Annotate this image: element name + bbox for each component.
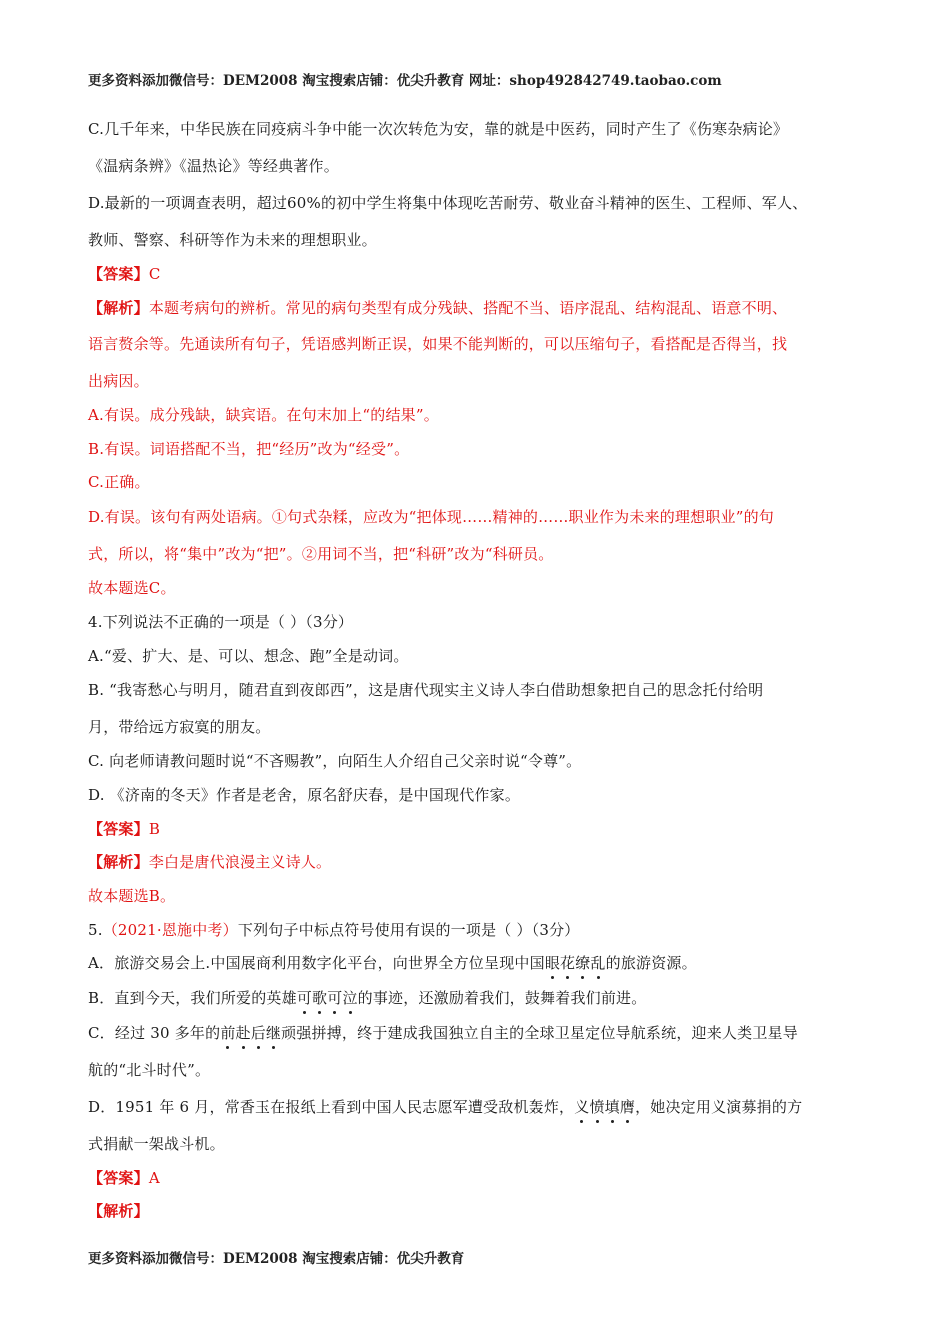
q5-answer — [88, 1168, 160, 1188]
emphasis-char: 可 — [327, 989, 343, 1007]
answer-value: B — [148, 820, 161, 838]
q4-analysis — [88, 852, 331, 872]
emphasis-char: 填 — [604, 1098, 620, 1116]
dotted-phrase — [545, 954, 606, 972]
answer-tag: 【答案】 — [88, 1169, 149, 1187]
q3-analysis-d-line2: 式，所以，将“集中”改为“把”。②用词不当，把“科研”改为“科研员。 — [88, 545, 554, 563]
emphasis-char: 眼 — [544, 954, 561, 972]
emphasis-char: 花 — [560, 954, 576, 972]
q3-option-d-line1: D.最新的一项调查表明，超过60%的初中学生将集中体现吃苦耐劳、敬业奋斗精神的医生、工程师、军人、 — [88, 194, 808, 212]
question-source: （2021·恩施中考） — [102, 921, 238, 939]
q4-option-b-line1: B. “我寄愁心与明月，随君直到夜郎西”，这是唐代现实主义诗人李白借助想象把自己的思念托付给明 — [88, 681, 764, 699]
option-text: A．旅游交易会上.中国展商利用数字化平台，向世界全方位呈现中国 — [88, 954, 545, 972]
emphasis-char: 可 — [296, 989, 313, 1007]
q3-option-d-line2: 教师、警察、科研等作为未来的理想职业。 — [88, 231, 377, 249]
analysis-text: 本题考病句的辨析。常见的病句类型有成分残缺、搭配不当、语序混乱、结构混乱、语意不明、 — [148, 299, 788, 317]
q3-analysis-d-line1: D.有误。该句有两处语病。①句式杂糅，应改为“把体现……精神的……职业作为未来的理想职业”的句 — [88, 508, 775, 526]
emphasis-char: 乱 — [590, 954, 606, 972]
option-text: 的旅游资源。 — [605, 954, 697, 972]
q5-option-b — [88, 988, 646, 1008]
q5-option-a — [88, 953, 697, 973]
page-footer: 更多资料添加微信号：DEM2008 淘宝搜索店铺：优尖升教育 — [88, 1251, 465, 1267]
emphasis-char: 膺 — [619, 1098, 636, 1116]
q5-option-d-line2: 式捐献一架战斗机。 — [88, 1135, 225, 1153]
option-text: D．1951 年 6 月，常香玉在报纸上看到中国人民志愿军遭受敌机轰炸， — [88, 1098, 575, 1116]
emphasis-char: 前 — [220, 1024, 236, 1042]
q3-option-c-line1: C.几千年来，中华民族在同疫病斗争中能一次次转危为安，靠的就是中医药，同时产生了《伤寒杂病论》 — [88, 120, 789, 138]
q4-conclusion: 故本题选B。 — [88, 887, 176, 905]
q3-analysis-a: A.有误。成分残缺，缺宾语。在句末加上“的结果”。 — [88, 406, 439, 424]
q4-option-c: C. 向老师请教问题时说“不吝赐教”，向陌生人介绍自己父亲时说“令尊”。 — [88, 752, 582, 770]
analysis-text: 李白是唐代浪漫主义诗人。 — [148, 853, 332, 871]
question-number: 5. — [88, 921, 103, 939]
q5-analysis — [88, 1201, 149, 1221]
q4-stem: 4.下列说法不正确的一项是（ ）（3分） — [88, 613, 354, 631]
option-text: B．直到今天，我们所爱的英雄 — [88, 989, 297, 1007]
q3-analysis-line2: 语言赘余等。先通读所有句子，凭语感判断正误，如果不能判断的，可以压缩句子，看搭配是否得当，找 — [88, 335, 788, 353]
q3-analysis-b: B.有误。词语搭配不当，把“经历”改为“经受”。 — [88, 440, 410, 458]
emphasis-char: 赴 — [235, 1024, 251, 1042]
answer-value: C — [148, 265, 161, 283]
analysis-tag: 【解析】 — [88, 853, 149, 871]
q3-option-c-line2: 《温病条辨》《温热论》等经典著作。 — [88, 157, 339, 175]
q3-analysis-line1 — [88, 298, 787, 318]
page-header: 更多资料添加微信号：DEM2008 淘宝搜索店铺：优尖升教育 网址：shop492842749.taobao.com — [88, 73, 722, 89]
dotted-phrase — [220, 1024, 281, 1042]
option-text: C．经过 30 多年的 — [88, 1024, 221, 1042]
emphasis-char: 继 — [265, 1024, 282, 1042]
emphasis-char: 后 — [250, 1024, 266, 1042]
emphasis-char: 泣 — [342, 989, 358, 1007]
answer-tag: 【答案】 — [88, 820, 149, 838]
dotted-phrase — [297, 989, 358, 1007]
q3-answer — [88, 264, 161, 284]
q4-option-a: A.“爱、扩大、是、可以、想念、跑”全是动词。 — [88, 647, 409, 665]
answer-tag: 【答案】 — [88, 265, 149, 283]
option-text: 顽强拼搏，终于建成我国独立自主的全球卫星定位导航系统，迎来人类卫星导 — [281, 1024, 798, 1042]
q3-analysis-c: C.正确。 — [88, 473, 150, 491]
emphasis-char: 歌 — [312, 989, 328, 1007]
q4-option-d: D. 《济南的冬天》作者是老舍，原名舒庆春，是中国现代作家。 — [88, 786, 521, 804]
question-text: 下列句子中标点符号使用有误的一项是（ ）（3分） — [237, 921, 580, 939]
option-text: 的事迹，还激励着我们，鼓舞着我们前进。 — [357, 989, 647, 1007]
q5-option-d-line1 — [88, 1097, 802, 1117]
q3-conclusion: 故本题选C。 — [88, 579, 176, 597]
q3-analysis-line3: 出病因。 — [88, 372, 149, 390]
emphasis-char: 缭 — [575, 954, 591, 972]
answer-value: A — [148, 1169, 160, 1187]
q4-option-b-line2: 月，带给远方寂寞的朋友。 — [88, 718, 271, 736]
q5-option-c-line1 — [88, 1023, 798, 1043]
q4-answer — [88, 819, 160, 839]
analysis-tag: 【解析】 — [88, 299, 149, 317]
q5-stem — [88, 920, 580, 940]
emphasis-char: 愤 — [589, 1098, 605, 1116]
emphasis-char: 义 — [574, 1098, 590, 1116]
q5-option-c-line2: 航的“北斗时代”。 — [88, 1061, 211, 1079]
dotted-phrase — [574, 1098, 635, 1116]
analysis-tag: 【解析】 — [88, 1202, 149, 1220]
option-text: ，她决定用义演募捐的方 — [635, 1098, 803, 1116]
